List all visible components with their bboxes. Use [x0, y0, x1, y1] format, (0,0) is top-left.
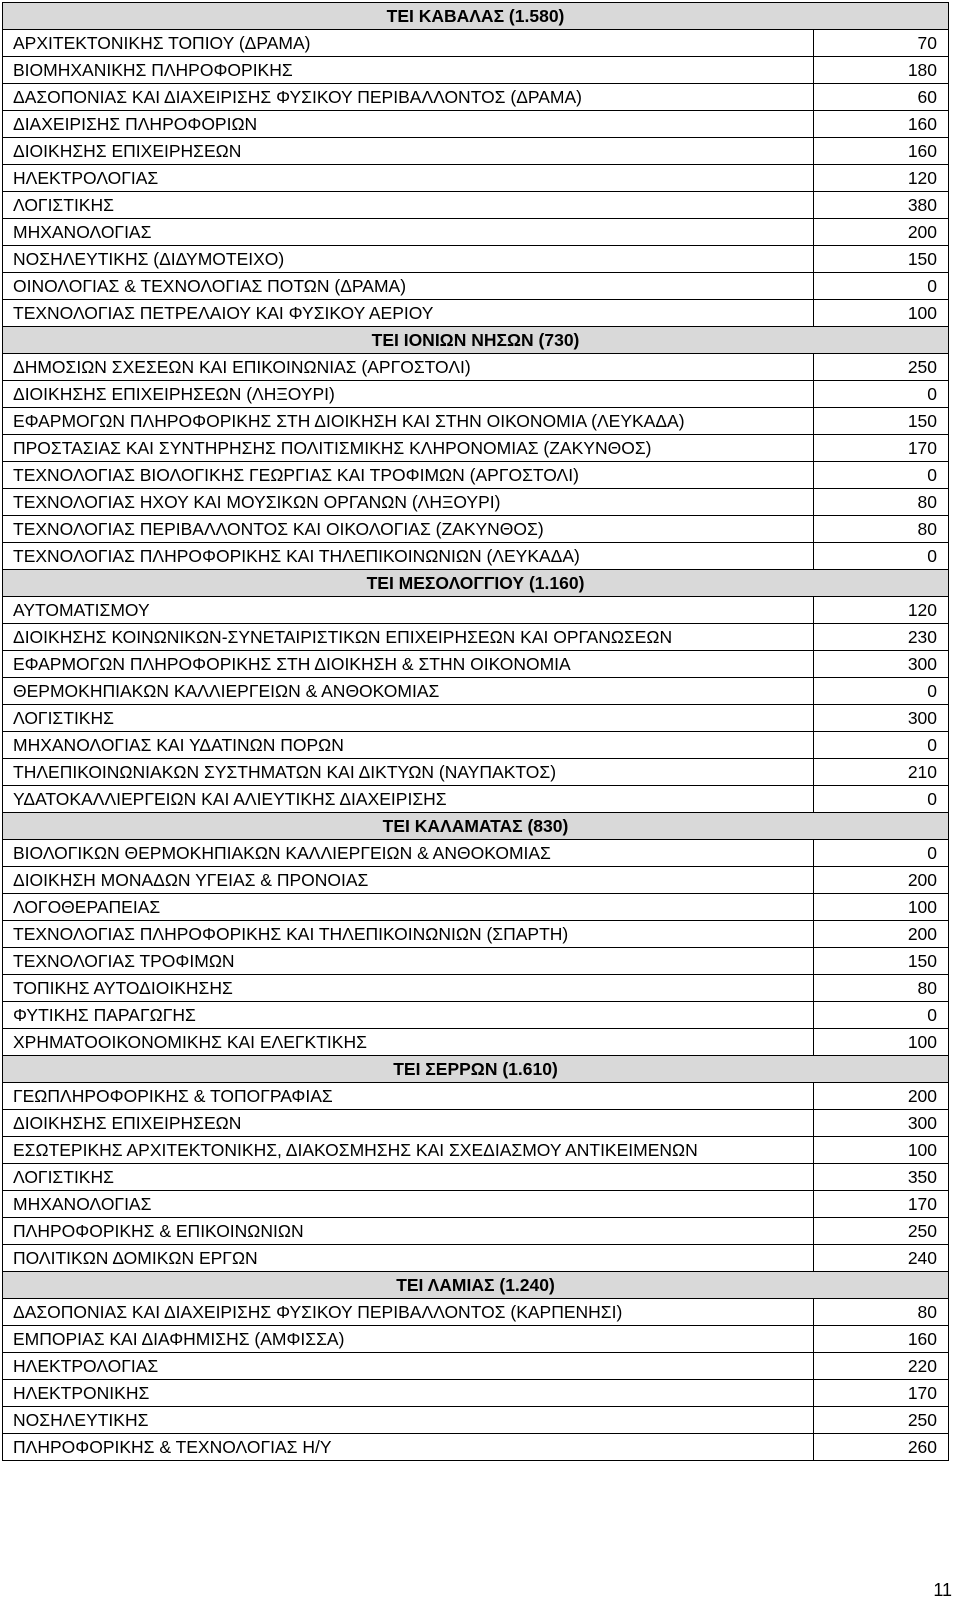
table-row — [3, 597, 949, 624]
admission-count: 260 — [814, 1434, 949, 1461]
department-name: ΘΕΡΜΟΚΗΠΙΑΚΩΝ ΚΑΛΛΙΕΡΓΕΙΩΝ & ΑΝΘΟΚΟΜΙΑΣ — [3, 678, 814, 705]
department-name: ΕΣΩΤΕΡΙΚΗΣ ΑΡΧΙΤΕΚΤΟΝΙΚΗΣ, ΔΙΑΚΟΣΜΗΣΗΣ ΚΑΙ ΣΧΕΔΙΑΣΜΟΥ ΑΝΤΙΚΕΙΜΕΝΩΝ — [3, 1137, 814, 1164]
department-name: ΜΗΧΑΝΟΛΟΓΙΑΣ — [3, 1191, 814, 1218]
department-name: ΤΕΧΝΟΛΟΓΙΑΣ ΠΕΡΙΒΑΛΛΟΝΤΟΣ ΚΑΙ ΟΙΚΟΛΟΓΙΑΣ (ΖΑΚΥΝΘΟΣ) — [3, 516, 814, 543]
admission-count: 100 — [814, 1029, 949, 1056]
admission-count: 80 — [814, 1299, 949, 1326]
department-name: ΑΥΤΟΜΑΤΙΣΜΟΥ — [3, 597, 814, 624]
departments-table-body — [3, 3, 949, 1461]
table-row — [3, 1218, 949, 1245]
admission-count: 170 — [814, 1380, 949, 1407]
department-name: ΔΙΟΙΚΗΣΗΣ ΕΠΙΧΕΙΡΗΣΕΩΝ — [3, 1110, 814, 1137]
admission-count: 0 — [814, 840, 949, 867]
admission-count: 380 — [814, 192, 949, 219]
admission-count: 220 — [814, 1353, 949, 1380]
section-header-row — [3, 1056, 949, 1083]
table-row — [3, 381, 949, 408]
department-name: ΤΕΧΝΟΛΟΓΙΑΣ ΒΙΟΛΟΓΙΚΗΣ ΓΕΩΡΓΙΑΣ ΚΑΙ ΤΡΟΦΙΜΩΝ (ΑΡΓΟΣΤΟΛΙ) — [3, 462, 814, 489]
department-name: ΒΙΟΜΗΧΑΝΙΚΗΣ ΠΛΗΡΟΦΟΡΙΚΗΣ — [3, 57, 814, 84]
department-name: ΓΕΩΠΛΗΡΟΦΟΡΙΚΗΣ & ΤΟΠΟΓΡΑΦΙΑΣ — [3, 1083, 814, 1110]
department-name: ΠΛΗΡΟΦΟΡΙΚΗΣ & ΤΕΧΝΟΛΟΓΙΑΣ Η/Υ — [3, 1434, 814, 1461]
table-row — [3, 1029, 949, 1056]
admission-count: 120 — [814, 165, 949, 192]
department-name: ΤΗΛΕΠΙΚΟΙΝΩΝΙΑΚΩΝ ΣΥΣΤΗΜΑΤΩΝ ΚΑΙ ΔΙΚΤΥΩΝ (ΝΑΥΠΑΚΤΟΣ) — [3, 759, 814, 786]
table-row — [3, 165, 949, 192]
department-name: ΑΡΧΙΤΕΚΤΟΝΙΚΗΣ ΤΟΠΙΟΥ (ΔΡΑΜΑ) — [3, 30, 814, 57]
table-row — [3, 516, 949, 543]
table-row — [3, 273, 949, 300]
department-name: ΕΜΠΟΡΙΑΣ ΚΑΙ ΔΙΑΦΗΜΙΣΗΣ (ΑΜΦΙΣΣΑ) — [3, 1326, 814, 1353]
admission-count: 200 — [814, 219, 949, 246]
department-name: ΔΙΟΙΚΗΣΗΣ ΚΟΙΝΩΝΙΚΩΝ-ΣΥΝΕΤΑΙΡΙΣΤΙΚΩΝ ΕΠΙΧΕΙΡΗΣΕΩΝ ΚΑΙ ΟΡΓΑΝΩΣΕΩΝ — [3, 624, 814, 651]
admission-count: 300 — [814, 1110, 949, 1137]
table-row — [3, 1407, 949, 1434]
admission-count: 150 — [814, 246, 949, 273]
department-name: ΜΗΧΑΝΟΛΟΓΙΑΣ — [3, 219, 814, 246]
table-row — [3, 624, 949, 651]
admission-count: 0 — [814, 462, 949, 489]
section-header-row — [3, 327, 949, 354]
section-title: ΤΕΙ ΜΕΣΟΛΟΓΓΙΟΥ (1.160) — [3, 570, 949, 597]
table-row — [3, 1191, 949, 1218]
department-name: ΒΙΟΛΟΓΙΚΩΝ ΘΕΡΜΟΚΗΠΙΑΚΩΝ ΚΑΛΛΙΕΡΓΕΙΩΝ & ΑΝΘΟΚΟΜΙΑΣ — [3, 840, 814, 867]
admission-count: 250 — [814, 1407, 949, 1434]
department-name: ΕΦΑΡΜΟΓΩΝ ΠΛΗΡΟΦΟΡΙΚΗΣ ΣΤΗ ΔΙΟΙΚΗΣΗ ΚΑΙ ΣΤΗΝ ΟΙΚΟΝΟΜΙΑ (ΛΕΥΚΑΔΑ) — [3, 408, 814, 435]
table-row — [3, 246, 949, 273]
department-name: ΦΥΤΙΚΗΣ ΠΑΡΑΓΩΓΗΣ — [3, 1002, 814, 1029]
table-row — [3, 759, 949, 786]
table-row — [3, 1137, 949, 1164]
department-name: ΔΗΜΟΣΙΩΝ ΣΧΕΣΕΩΝ ΚΑΙ ΕΠΙΚΟΙΝΩΝΙΑΣ (ΑΡΓΟΣΤΟΛΙ) — [3, 354, 814, 381]
table-row — [3, 786, 949, 813]
department-name: ΔΙΟΙΚΗΣΗΣ ΕΠΙΧΕΙΡΗΣΕΩΝ — [3, 138, 814, 165]
table-row — [3, 1245, 949, 1272]
table-row — [3, 1002, 949, 1029]
department-name: ΠΛΗΡΟΦΟΡΙΚΗΣ & ΕΠΙΚΟΙΝΩΝΙΩΝ — [3, 1218, 814, 1245]
admission-count: 0 — [814, 381, 949, 408]
table-row — [3, 651, 949, 678]
admission-count: 170 — [814, 435, 949, 462]
department-name: ΛΟΓΙΣΤΙΚΗΣ — [3, 1164, 814, 1191]
section-header-row — [3, 570, 949, 597]
department-name: ΧΡΗΜΑΤΟΟΙΚΟΝΟΜΙΚΗΣ ΚΑΙ ΕΛΕΓΚΤΙΚΗΣ — [3, 1029, 814, 1056]
table-row — [3, 1326, 949, 1353]
table-row — [3, 489, 949, 516]
table-row — [3, 57, 949, 84]
table-row — [3, 192, 949, 219]
admission-count: 100 — [814, 894, 949, 921]
admission-count: 0 — [814, 678, 949, 705]
admission-count: 0 — [814, 543, 949, 570]
department-name: ΤΕΧΝΟΛΟΓΙΑΣ ΠΛΗΡΟΦΟΡΙΚΗΣ ΚΑΙ ΤΗΛΕΠΙΚΟΙΝΩΝΙΩΝ (ΛΕΥΚΑΔΑ) — [3, 543, 814, 570]
table-row — [3, 408, 949, 435]
admission-count: 80 — [814, 975, 949, 1002]
table-row — [3, 84, 949, 111]
admission-count: 160 — [814, 138, 949, 165]
department-name: ΤΕΧΝΟΛΟΓΙΑΣ ΗΧΟΥ ΚΑΙ ΜΟΥΣΙΚΩΝ ΟΡΓΑΝΩΝ (ΛΗΞΟΥΡΙ) — [3, 489, 814, 516]
table-row — [3, 948, 949, 975]
admission-count: 80 — [814, 489, 949, 516]
table-row — [3, 354, 949, 381]
table-row — [3, 1353, 949, 1380]
table-row — [3, 975, 949, 1002]
section-header-row — [3, 813, 949, 840]
admission-count: 200 — [814, 921, 949, 948]
admission-count: 100 — [814, 1137, 949, 1164]
table-row — [3, 1110, 949, 1137]
department-name: ΝΟΣΗΛΕΥΤΙΚΗΣ (ΔΙΔΥΜΟΤΕΙΧΟ) — [3, 246, 814, 273]
admission-count: 180 — [814, 57, 949, 84]
section-title: ΤΕΙ ΣΕΡΡΩΝ (1.610) — [3, 1056, 949, 1083]
admission-count: 200 — [814, 867, 949, 894]
admission-count: 210 — [814, 759, 949, 786]
table-row — [3, 894, 949, 921]
department-name: ΤΟΠΙΚΗΣ ΑΥΤΟΔΙΟΙΚΗΣΗΣ — [3, 975, 814, 1002]
department-name: ΗΛΕΚΤΡΟΛΟΓΙΑΣ — [3, 165, 814, 192]
department-name: ΠΡΟΣΤΑΣΙΑΣ ΚΑΙ ΣΥΝΤΗΡΗΣΗΣ ΠΟΛΙΤΙΣΜΙΚΗΣ ΚΛΗΡΟΝΟΜΙΑΣ (ΖΑΚΥΝΘΟΣ) — [3, 435, 814, 462]
table-row — [3, 219, 949, 246]
departments-table — [2, 2, 949, 1461]
table-row — [3, 543, 949, 570]
department-name: ΛΟΓΙΣΤΙΚΗΣ — [3, 192, 814, 219]
section-title: ΤΕΙ ΚΑΛΑΜΑΤΑΣ (830) — [3, 813, 949, 840]
table-row — [3, 1380, 949, 1407]
admission-count: 250 — [814, 354, 949, 381]
admission-count: 150 — [814, 408, 949, 435]
department-name: ΟΙΝΟΛΟΓΙΑΣ & ΤΕΧΝΟΛΟΓΙΑΣ ΠΟΤΩΝ (ΔΡΑΜΑ) — [3, 273, 814, 300]
table-row — [3, 138, 949, 165]
admission-count: 300 — [814, 705, 949, 732]
department-name: ΤΕΧΝΟΛΟΓΙΑΣ ΤΡΟΦΙΜΩΝ — [3, 948, 814, 975]
admission-count: 80 — [814, 516, 949, 543]
table-row — [3, 840, 949, 867]
table-row — [3, 705, 949, 732]
department-name: ΔΙΟΙΚΗΣΗΣ ΕΠΙΧΕΙΡΗΣΕΩΝ (ΛΗΞΟΥΡΙ) — [3, 381, 814, 408]
table-row — [3, 678, 949, 705]
admission-count: 250 — [814, 1218, 949, 1245]
admission-count: 0 — [814, 1002, 949, 1029]
department-name: ΥΔΑΤΟΚΑΛΛΙΕΡΓΕΙΩΝ ΚΑΙ ΑΛΙΕΥΤΙΚΗΣ ΔΙΑΧΕΙΡΙΣΗΣ — [3, 786, 814, 813]
admission-count: 0 — [814, 732, 949, 759]
admission-count: 200 — [814, 1083, 949, 1110]
department-name: ΔΑΣΟΠΟΝΙΑΣ ΚΑΙ ΔΙΑΧΕΙΡΙΣΗΣ ΦΥΣΙΚΟΥ ΠΕΡΙΒΑΛΛΟΝΤΟΣ (ΔΡΑΜΑ) — [3, 84, 814, 111]
document-page — [2, 2, 948, 1461]
admission-count: 0 — [814, 786, 949, 813]
admission-count: 160 — [814, 1326, 949, 1353]
table-row — [3, 1434, 949, 1461]
department-name: ΗΛΕΚΤΡΟΛΟΓΙΑΣ — [3, 1353, 814, 1380]
department-name: ΝΟΣΗΛΕΥΤΙΚΗΣ — [3, 1407, 814, 1434]
table-row — [3, 300, 949, 327]
department-name: ΤΕΧΝΟΛΟΓΙΑΣ ΠΛΗΡΟΦΟΡΙΚΗΣ ΚΑΙ ΤΗΛΕΠΙΚΟΙΝΩΝΙΩΝ (ΣΠΑΡΤΗ) — [3, 921, 814, 948]
admission-count: 230 — [814, 624, 949, 651]
admission-count: 100 — [814, 300, 949, 327]
department-name: ΛΟΓΙΣΤΙΚΗΣ — [3, 705, 814, 732]
admission-count: 160 — [814, 111, 949, 138]
department-name: ΕΦΑΡΜΟΓΩΝ ΠΛΗΡΟΦΟΡΙΚΗΣ ΣΤΗ ΔΙΟΙΚΗΣΗ & ΣΤΗΝ ΟΙΚΟΝΟΜΙΑ — [3, 651, 814, 678]
section-header-row — [3, 3, 949, 30]
table-row — [3, 1164, 949, 1191]
page-number: 11 — [933, 1580, 952, 1600]
table-row — [3, 921, 949, 948]
admission-count: 70 — [814, 30, 949, 57]
table-row — [3, 30, 949, 57]
department-name: ΜΗΧΑΝΟΛΟΓΙΑΣ ΚΑΙ ΥΔΑΤΙΝΩΝ ΠΟΡΩΝ — [3, 732, 814, 759]
section-header-row — [3, 1272, 949, 1299]
department-name: ΗΛΕΚΤΡΟΝΙΚΗΣ — [3, 1380, 814, 1407]
table-row — [3, 1083, 949, 1110]
department-name: ΠΟΛΙΤΙΚΩΝ ΔΟΜΙΚΩΝ ΕΡΓΩΝ — [3, 1245, 814, 1272]
admission-count: 300 — [814, 651, 949, 678]
department-name: ΔΙΟΙΚΗΣΗ ΜΟΝΑΔΩΝ ΥΓΕΙΑΣ & ΠΡΟΝΟΙΑΣ — [3, 867, 814, 894]
department-name: ΤΕΧΝΟΛΟΓΙΑΣ ΠΕΤΡΕΛΑΙΟΥ ΚΑΙ ΦΥΣΙΚΟΥ ΑΕΡΙΟΥ — [3, 300, 814, 327]
admission-count: 240 — [814, 1245, 949, 1272]
table-row — [3, 435, 949, 462]
admission-count: 0 — [814, 273, 949, 300]
table-row — [3, 867, 949, 894]
department-name: ΛΟΓΟΘΕΡΑΠΕΙΑΣ — [3, 894, 814, 921]
table-row — [3, 111, 949, 138]
section-title: ΤΕΙ ΚΑΒΑΛΑΣ (1.580) — [3, 3, 949, 30]
admission-count: 120 — [814, 597, 949, 624]
department-name: ΔΙΑΧΕΙΡΙΣΗΣ ΠΛΗΡΟΦΟΡΙΩΝ — [3, 111, 814, 138]
table-row — [3, 732, 949, 759]
section-title: ΤΕΙ ΙΟΝΙΩΝ ΝΗΣΩΝ (730) — [3, 327, 949, 354]
department-name: ΔΑΣΟΠΟΝΙΑΣ ΚΑΙ ΔΙΑΧΕΙΡΙΣΗΣ ΦΥΣΙΚΟΥ ΠΕΡΙΒΑΛΛΟΝΤΟΣ (ΚΑΡΠΕΝΗΣΙ) — [3, 1299, 814, 1326]
admission-count: 150 — [814, 948, 949, 975]
table-row — [3, 1299, 949, 1326]
admission-count: 170 — [814, 1191, 949, 1218]
section-title: ΤΕΙ ΛΑΜΙΑΣ (1.240) — [3, 1272, 949, 1299]
admission-count: 60 — [814, 84, 949, 111]
table-row — [3, 462, 949, 489]
admission-count: 350 — [814, 1164, 949, 1191]
